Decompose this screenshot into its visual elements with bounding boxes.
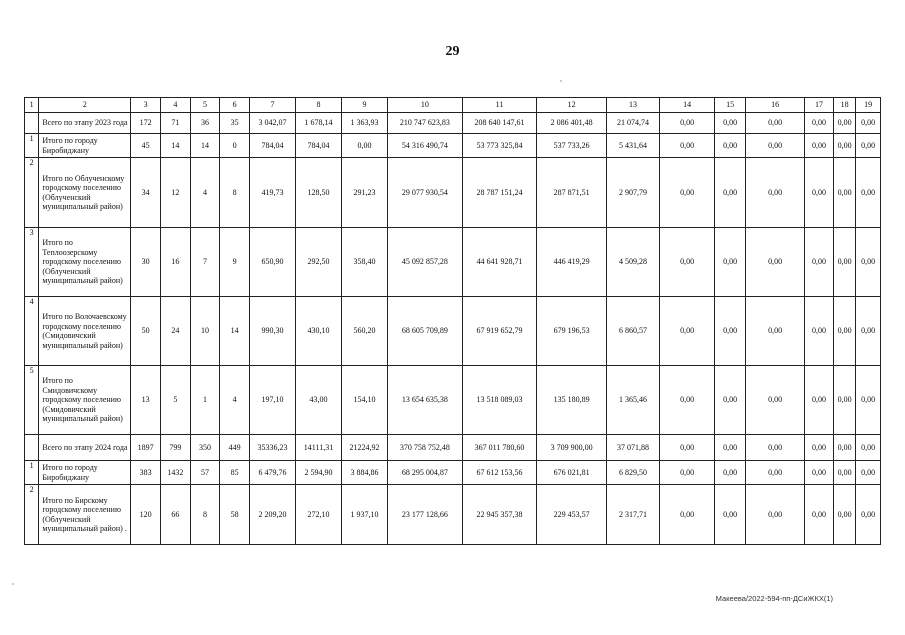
value-cell: 0,00: [833, 366, 855, 435]
value-cell: 0,00: [745, 158, 804, 228]
value-cell: 0,00: [745, 435, 804, 461]
value-cell: 0,00: [660, 485, 715, 545]
value-cell: 650,90: [249, 228, 295, 297]
value-cell: 0,00: [833, 297, 855, 366]
value-cell: 13 654 635,38: [388, 366, 463, 435]
value-cell: 67 919 652,79: [462, 297, 537, 366]
value-cell: 291,23: [342, 158, 388, 228]
value-cell: 0,00: [805, 435, 834, 461]
value-cell: 3 884,86: [342, 461, 388, 485]
header-cell: 3: [131, 98, 161, 113]
value-cell: 1 678,14: [295, 113, 341, 134]
value-cell: 0,00: [833, 435, 855, 461]
value-cell: 9: [220, 228, 250, 297]
value-cell: 0,00: [715, 366, 746, 435]
document-reference: Макеева/2022-594-пп-ДСиЖКХ(1): [715, 594, 833, 603]
value-cell: 0,00: [833, 485, 855, 545]
value-cell: 0,00: [856, 158, 881, 228]
value-cell: 0,00: [856, 461, 881, 485]
row-name-cell: Итого по городу Биробиджану: [39, 134, 131, 158]
header-cell: 4: [161, 98, 191, 113]
value-cell: 0,00: [745, 228, 804, 297]
value-cell: 4: [220, 366, 250, 435]
value-cell: 0,00: [805, 228, 834, 297]
value-cell: 16: [161, 228, 191, 297]
value-cell: 449: [220, 435, 250, 461]
value-cell: 0,00: [805, 485, 834, 545]
value-cell: 50: [131, 297, 161, 366]
value-cell: 172: [131, 113, 161, 134]
row-index-cell: 1: [25, 134, 39, 158]
value-cell: 68 605 709,89: [388, 297, 463, 366]
value-cell: 1 365,46: [606, 366, 659, 435]
row-index-cell: 2: [25, 485, 39, 545]
value-cell: 14: [161, 134, 191, 158]
value-cell: 0,00: [342, 134, 388, 158]
value-cell: 0,00: [715, 435, 746, 461]
row-name-cell: Итого по Облученскому городскому поселению (Облученский муниципальный район): [39, 158, 131, 228]
value-cell: 53 773 325,84: [462, 134, 537, 158]
row-index-cell: 3: [25, 228, 39, 297]
value-cell: 1432: [161, 461, 191, 485]
value-cell: 2 907,79: [606, 158, 659, 228]
value-cell: 0,00: [856, 228, 881, 297]
value-cell: 0,00: [660, 158, 715, 228]
value-cell: 37 071,88: [606, 435, 659, 461]
value-cell: 208 640 147,61: [462, 113, 537, 134]
row-index-cell: 2: [25, 158, 39, 228]
header-cell: 1: [25, 98, 39, 113]
value-cell: 0,00: [805, 461, 834, 485]
row-name-cell: Итого по Смидовичскому городскому поселению (Смидовичский муниципальный район): [39, 366, 131, 435]
row-name-cell: Итого по городу Биробиджану: [39, 461, 131, 485]
value-cell: 0,00: [660, 134, 715, 158]
value-cell: 430,10: [295, 297, 341, 366]
value-cell: 35: [220, 113, 250, 134]
header-cell: 14: [660, 98, 715, 113]
row-index-cell: 5: [25, 366, 39, 435]
value-cell: 6 860,57: [606, 297, 659, 366]
table-row: [25, 461, 881, 485]
value-cell: 0,00: [715, 158, 746, 228]
value-cell: 560,20: [342, 297, 388, 366]
value-cell: 22 945 357,38: [462, 485, 537, 545]
value-cell: 45: [131, 134, 161, 158]
value-cell: 358,40: [342, 228, 388, 297]
value-cell: 34: [131, 158, 161, 228]
value-cell: 1: [190, 366, 220, 435]
value-cell: 0,00: [856, 134, 881, 158]
value-cell: 383: [131, 461, 161, 485]
value-cell: 1 363,93: [342, 113, 388, 134]
value-cell: 24: [161, 297, 191, 366]
value-cell: 5 431,64: [606, 134, 659, 158]
header-cell: 11: [462, 98, 537, 113]
value-cell: 367 011 780,60: [462, 435, 537, 461]
value-cell: 0,00: [660, 297, 715, 366]
value-cell: 14: [190, 134, 220, 158]
value-cell: 0,00: [745, 366, 804, 435]
value-cell: 0,00: [660, 435, 715, 461]
value-cell: 0,00: [715, 228, 746, 297]
table-row: [25, 297, 881, 366]
value-cell: 2 594,90: [295, 461, 341, 485]
value-cell: 68 295 004,87: [388, 461, 463, 485]
header-row: [25, 98, 881, 113]
value-cell: 0,00: [715, 113, 746, 134]
value-cell: 0,00: [833, 134, 855, 158]
value-cell: 0,00: [715, 485, 746, 545]
value-cell: 287 871,51: [537, 158, 607, 228]
value-cell: 679 196,53: [537, 297, 607, 366]
value-cell: 29 077 930,54: [388, 158, 463, 228]
table-row: [25, 366, 881, 435]
value-cell: 0,00: [805, 366, 834, 435]
header-cell: 16: [745, 98, 804, 113]
value-cell: 272,10: [295, 485, 341, 545]
value-cell: 35336,23: [249, 435, 295, 461]
value-cell: 0,00: [856, 485, 881, 545]
value-cell: 4: [190, 158, 220, 228]
header-cell: 17: [805, 98, 834, 113]
header-cell: 8: [295, 98, 341, 113]
value-cell: 45 092 857,28: [388, 228, 463, 297]
value-cell: 0,00: [745, 134, 804, 158]
header-cell: 18: [833, 98, 855, 113]
value-cell: 0,00: [660, 461, 715, 485]
scan-speck: [560, 80, 562, 82]
value-cell: 6 479,76: [249, 461, 295, 485]
table-row: [25, 485, 881, 545]
value-cell: 128,50: [295, 158, 341, 228]
row-name-cell: Итого по Теплоозерскому городскому поселению (Облученский муниципальный район): [39, 228, 131, 297]
value-cell: 784,04: [295, 134, 341, 158]
table-row: [25, 228, 881, 297]
value-cell: 14: [220, 297, 250, 366]
row-index-cell: 4: [25, 297, 39, 366]
value-cell: 21 074,74: [606, 113, 659, 134]
value-cell: 350: [190, 435, 220, 461]
value-cell: 292,50: [295, 228, 341, 297]
row-name-cell: Итого по Волочаевскому городскому поселению (Смидовичский муниципальный район): [39, 297, 131, 366]
value-cell: 4 509,28: [606, 228, 659, 297]
value-cell: 0,00: [833, 113, 855, 134]
value-cell: 12: [161, 158, 191, 228]
value-cell: 0,00: [856, 435, 881, 461]
value-cell: 2 317,71: [606, 485, 659, 545]
row-index-cell: [25, 435, 39, 461]
row-name-cell: Всего по этапу 2024 года: [39, 435, 131, 461]
value-cell: 13: [131, 366, 161, 435]
value-cell: 0,00: [833, 461, 855, 485]
value-cell: 0,00: [660, 366, 715, 435]
value-cell: 419,73: [249, 158, 295, 228]
value-cell: 229 453,57: [537, 485, 607, 545]
table-row: [25, 113, 881, 134]
scan-speck: [12, 583, 14, 585]
value-cell: 784,04: [249, 134, 295, 158]
value-cell: 799: [161, 435, 191, 461]
value-cell: 370 758 752,48: [388, 435, 463, 461]
value-cell: 0,00: [856, 113, 881, 134]
value-cell: 0,00: [745, 461, 804, 485]
value-cell: 0,00: [715, 461, 746, 485]
table-row: [25, 435, 881, 461]
value-cell: 1 937,10: [342, 485, 388, 545]
value-cell: 0,00: [660, 228, 715, 297]
value-cell: 0,00: [805, 297, 834, 366]
value-cell: 0,00: [805, 113, 834, 134]
value-cell: 0,00: [833, 158, 855, 228]
value-cell: 120: [131, 485, 161, 545]
value-cell: 0,00: [745, 485, 804, 545]
value-cell: 8: [190, 485, 220, 545]
value-cell: 0,00: [805, 158, 834, 228]
value-cell: 446 419,29: [537, 228, 607, 297]
value-cell: 537 733,26: [537, 134, 607, 158]
header-cell: 12: [537, 98, 607, 113]
value-cell: 10: [190, 297, 220, 366]
value-cell: 2 209,20: [249, 485, 295, 545]
value-cell: 71: [161, 113, 191, 134]
value-cell: 13 518 089,03: [462, 366, 537, 435]
value-cell: 67 612 153,56: [462, 461, 537, 485]
value-cell: 2 086 401,48: [537, 113, 607, 134]
data-table: [24, 97, 881, 545]
row-index-cell: 1: [25, 461, 39, 485]
header-cell: 5: [190, 98, 220, 113]
value-cell: 154,10: [342, 366, 388, 435]
value-cell: 3 042,07: [249, 113, 295, 134]
value-cell: 30: [131, 228, 161, 297]
header-cell: 2: [39, 98, 131, 113]
value-cell: 23 177 128,66: [388, 485, 463, 545]
value-cell: 0,00: [805, 134, 834, 158]
value-cell: 57: [190, 461, 220, 485]
value-cell: 135 180,89: [537, 366, 607, 435]
value-cell: 210 747 623,83: [388, 113, 463, 134]
value-cell: 0,00: [715, 134, 746, 158]
table-row: [25, 158, 881, 228]
header-cell: 13: [606, 98, 659, 113]
value-cell: 197,10: [249, 366, 295, 435]
value-cell: 14111,31: [295, 435, 341, 461]
row-index-cell: [25, 113, 39, 134]
value-cell: 1897: [131, 435, 161, 461]
value-cell: 6 829,50: [606, 461, 659, 485]
value-cell: 0,00: [833, 228, 855, 297]
value-cell: 0,00: [745, 113, 804, 134]
value-cell: 5: [161, 366, 191, 435]
value-cell: 0,00: [660, 113, 715, 134]
value-cell: 0: [220, 134, 250, 158]
value-cell: 85: [220, 461, 250, 485]
value-cell: 676 021,81: [537, 461, 607, 485]
value-cell: 58: [220, 485, 250, 545]
value-cell: 0,00: [745, 297, 804, 366]
row-name-cell: Итого по Бирскому городскому поселению (Облученский муниципальный район) .: [39, 485, 131, 545]
value-cell: 44 641 928,71: [462, 228, 537, 297]
value-cell: 0,00: [856, 366, 881, 435]
row-name-cell: Всего по этапу 2023 года: [39, 113, 131, 134]
value-cell: 21224,92: [342, 435, 388, 461]
header-cell: 6: [220, 98, 250, 113]
value-cell: 28 787 151,24: [462, 158, 537, 228]
header-cell: 7: [249, 98, 295, 113]
table-row: [25, 134, 881, 158]
value-cell: 3 709 900,00: [537, 435, 607, 461]
header-cell: 10: [388, 98, 463, 113]
header-cell: 19: [856, 98, 881, 113]
value-cell: 990,30: [249, 297, 295, 366]
value-cell: 0,00: [856, 297, 881, 366]
value-cell: 7: [190, 228, 220, 297]
value-cell: 0,00: [715, 297, 746, 366]
value-cell: 54 316 490,74: [388, 134, 463, 158]
value-cell: 43,00: [295, 366, 341, 435]
value-cell: 66: [161, 485, 191, 545]
header-cell: 9: [342, 98, 388, 113]
value-cell: 8: [220, 158, 250, 228]
header-cell: 15: [715, 98, 746, 113]
value-cell: 36: [190, 113, 220, 134]
page-number: 29: [445, 44, 460, 59]
